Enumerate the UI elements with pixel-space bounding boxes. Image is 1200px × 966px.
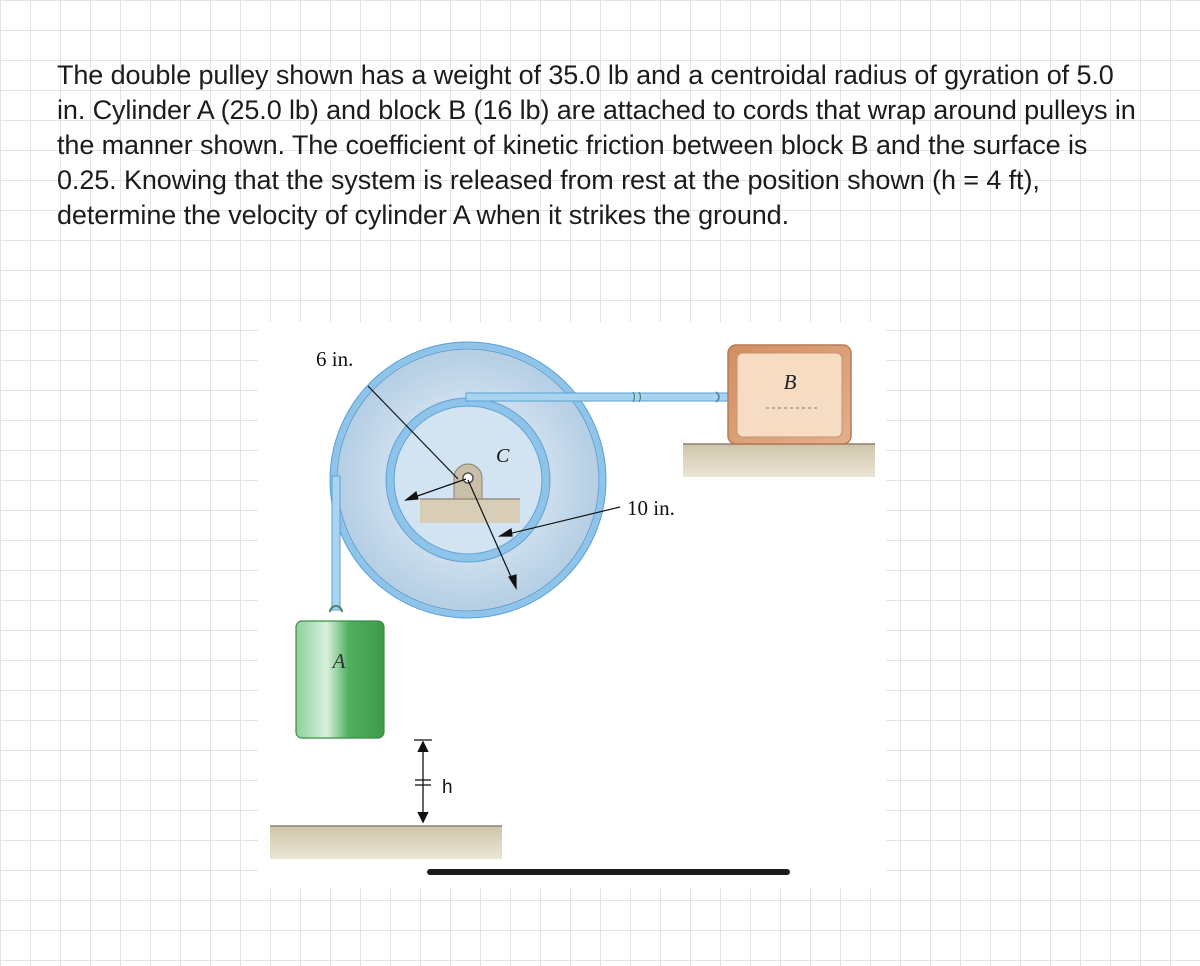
cord-to-block-b <box>466 392 728 402</box>
cylinder-a-label: A <box>332 649 346 673</box>
block-b-label: B <box>783 370 797 394</box>
inner-radius-label: 6 in. <box>316 347 354 371</box>
cylinder-a <box>296 621 384 738</box>
center-label: C <box>496 445 510 467</box>
block-b <box>728 345 851 444</box>
cord-to-cylinder-a <box>330 476 342 612</box>
height-label: h <box>442 777 453 798</box>
outer-radius-label: 10 in. <box>627 496 675 520</box>
home-indicator-bar <box>427 869 790 875</box>
surface-block-b <box>683 444 875 477</box>
ground-lower <box>270 826 502 859</box>
center-pin <box>463 473 473 483</box>
problem-statement: The double pulley shown has a weight of 35.0 lb and a centroidal radius of gyration of 5.0 in. Cylinder A (25.0 lb) and block B (16 lb) are attached to cords that wrap around pulleys in the manner shown. The coefficient of kinetic friction between block B and the surface is 0.25. Knowing that the system is released from rest at the position shown (h = 4 ft), determine the velocity of cylinder A when it strikes the ground. <box>57 60 1136 230</box>
